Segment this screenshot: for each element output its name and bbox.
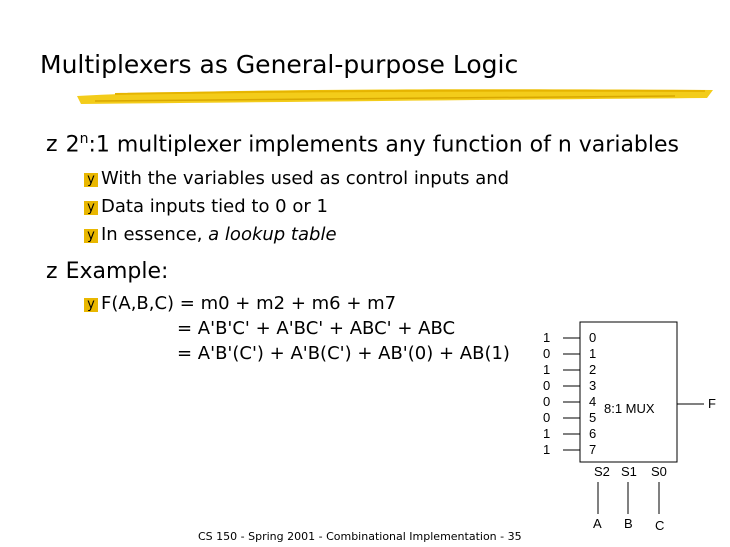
bullet-2: z Example: xyxy=(46,259,169,284)
y-box-bullet-icon: y xyxy=(84,229,98,243)
sub-bullet-3: y In essence, a lookup table xyxy=(84,224,337,245)
z-bullet-icon: z xyxy=(46,259,58,284)
y-box-bullet-icon: y xyxy=(84,298,98,312)
y-box-bullet-icon: y xyxy=(84,173,98,187)
input-label-0: 0 xyxy=(589,330,597,345)
select-input-b: B xyxy=(624,516,633,531)
input-label-2: 2 xyxy=(589,362,597,377)
equation-line-2: = A'B'C' + A'BC' + ABC' + ABC xyxy=(177,318,456,339)
input-label-4: 4 xyxy=(589,394,597,409)
select-label-s1: S1 xyxy=(621,464,637,479)
data-value-7: 1 xyxy=(543,442,551,457)
input-label-1: 1 xyxy=(589,346,597,361)
input-label-5: 5 xyxy=(589,410,597,425)
select-input-a: A xyxy=(593,516,602,531)
equation-line-3: = A'B'(C') + A'B(C') + AB'(0) + AB(1) xyxy=(177,343,510,364)
z-bullet-icon: z xyxy=(46,132,58,158)
data-value-2: 1 xyxy=(543,362,551,377)
input-label-3: 3 xyxy=(589,378,597,393)
mux-data-inputs xyxy=(543,330,596,457)
sub-bullet-1: y With the variables used as control inputs and xyxy=(84,168,509,189)
data-value-0: 1 xyxy=(543,330,551,345)
mux-select-inputs xyxy=(593,464,667,533)
data-value-3: 0 xyxy=(543,378,551,393)
equation-line-1: y F(A,B,C) = m0 + m2 + m6 + m7 xyxy=(84,293,396,314)
data-value-5: 0 xyxy=(543,410,551,425)
slide-footer: CS 150 - Spring 2001 - Combinational Implementation - 35 xyxy=(198,530,522,543)
mux-name-label: 8:1 MUX xyxy=(604,401,655,416)
data-value-4: 0 xyxy=(543,394,551,409)
input-label-6: 6 xyxy=(589,426,597,441)
sub-bullet-2: y Data inputs tied to 0 or 1 xyxy=(84,196,328,217)
select-label-s2: S2 xyxy=(594,464,610,479)
input-label-7: 7 xyxy=(589,442,597,457)
select-input-c: C xyxy=(655,518,665,533)
slide-title: Multiplexers as General-purpose Logic xyxy=(40,50,519,79)
mux-output-label: F xyxy=(708,396,716,411)
select-label-s0: S0 xyxy=(651,464,667,479)
y-box-bullet-icon: y xyxy=(84,201,98,215)
bullet-1: z 2$^n$:1 multiplexer implements any function of n variables xyxy=(46,131,679,158)
data-value-6: 1 xyxy=(543,426,551,441)
data-value-1: 0 xyxy=(543,346,551,361)
